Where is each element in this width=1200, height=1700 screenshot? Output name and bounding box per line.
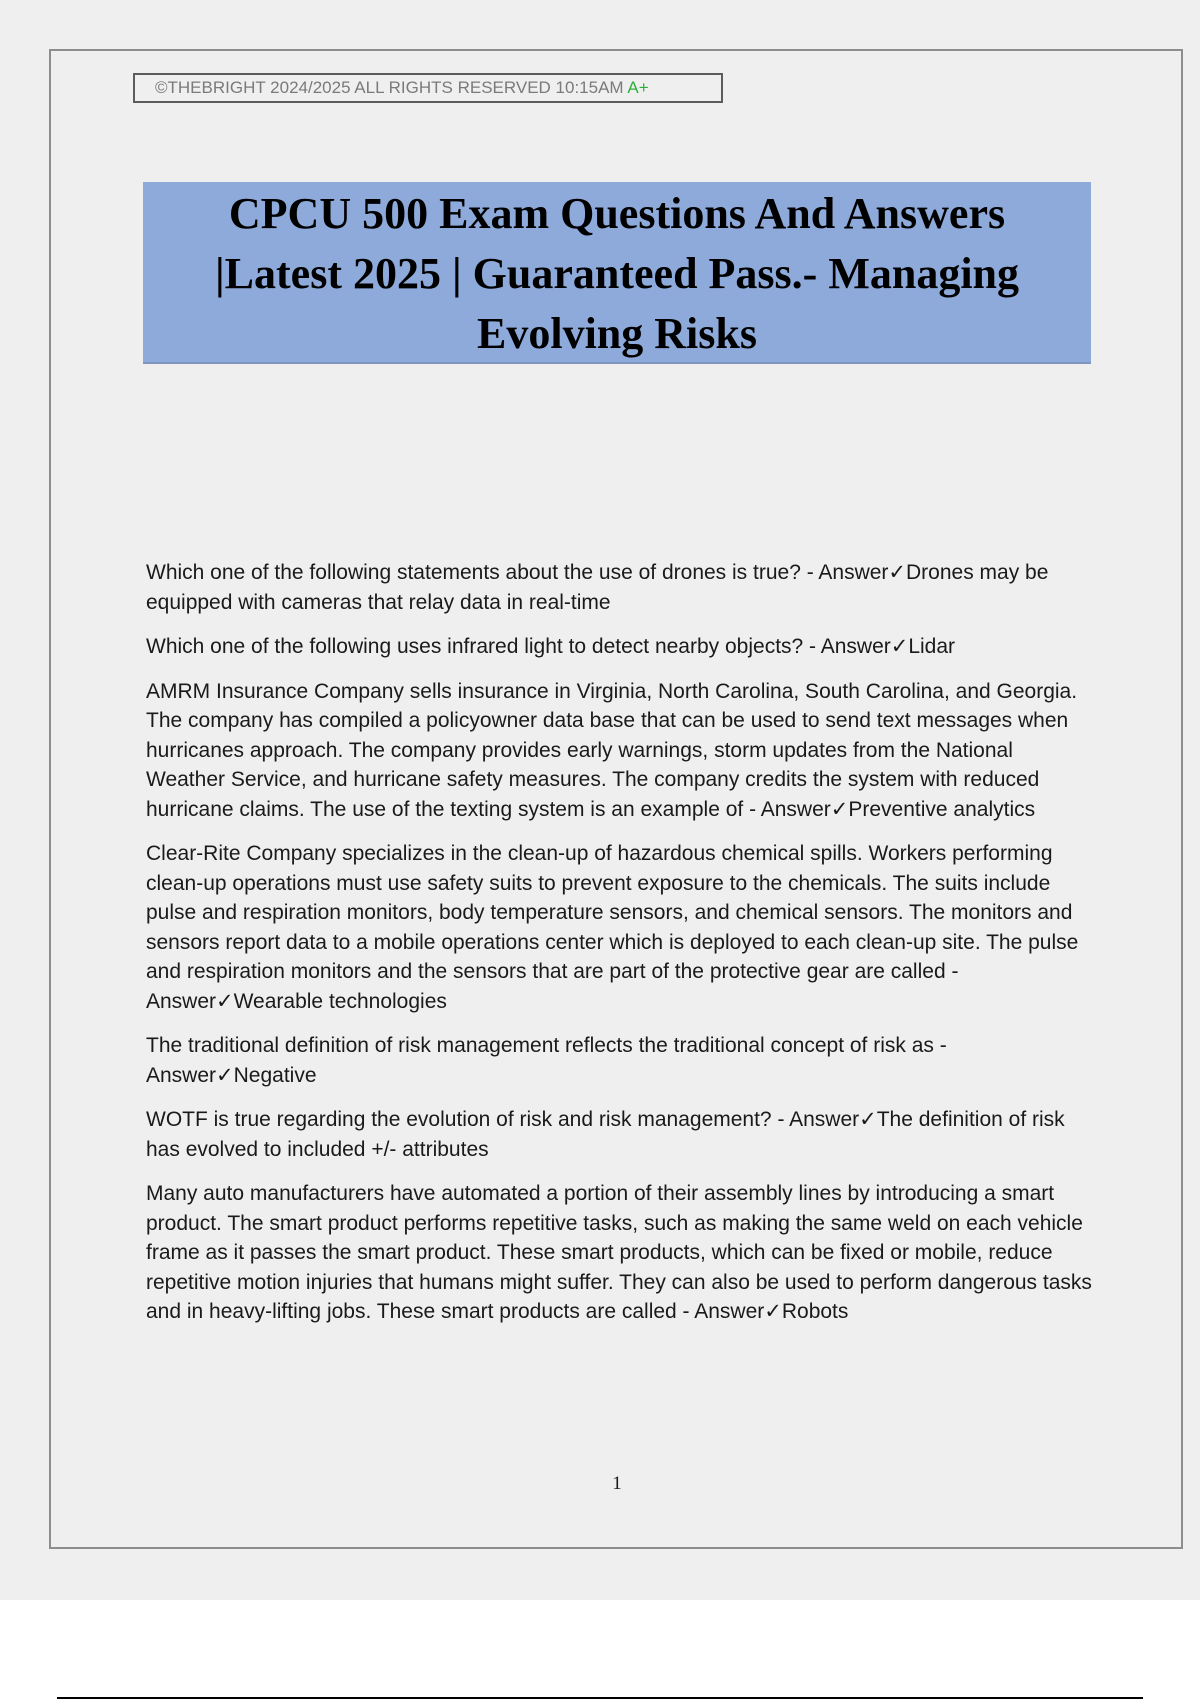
bottom-divider [57, 1697, 1143, 1699]
document-title [143, 182, 1091, 364]
title-line: CPCU 500 Exam Questions And Answers [228, 189, 1006, 238]
qa-item: Clear-Rite Company specializes in the clean-up of hazardous chemical spills. Workers performing clean-up operations must use safety suits to prevent exposure to the chemicals. The suits include pulse and respiration monitors, body temperature sensors, and chemical sensors. The monitors and sensors report data to a mobile operations center which is deployed to each clean-up site. The pulse and respiration monitors and the sensors that are part of the protective gear are called - Answer✓Wearable technologies [146, 842, 1079, 1013]
title-line: Evolving Risks [477, 309, 757, 358]
grade-badge: A+ [627, 78, 649, 97]
qa-item: Many auto manufacturers have automated a portion of their assembly lines by introducing a smart product. The smart product performs repetitive tasks, such as making the same weld on each vehicle frame as it passes the smart product. These smart products, which can be fixed or mobile, reduce repetitive motion injuries that humans might suffer. They can also be used to perform dangerous tasks and in heavy-lifting jobs. These smart products are called - Answer✓Robots [146, 1182, 1092, 1323]
copyright-text: ©THEBRIGHT 2024/2025 ALL RIGHTS RESERVED 10:15AM [155, 78, 624, 97]
qa-item: AMRM Insurance Company sells insurance in Virginia, North Carolina, South Carolina, and Georgia. The company has compiled a policyowner data base that can be used to send text messages when hurricanes approach. The company provides early warnings, storm updates from the National Weather Service, and hurricane safety measures. The company credits the system with reduced hurricane claims. The use of the texting system is an example of - Answer✓Preventive analytics [146, 679, 1078, 821]
qa-item: Which one of the following uses infrared light to detect nearby objects? - Answer✓Lidar [146, 635, 956, 658]
question-answer-list [146, 558, 1096, 1342]
copyright-header [133, 73, 723, 103]
qa-item: Which one of the following statements about the use of drones is true? - Answer✓Drones may be equipped with cameras that relay data in real-time [146, 561, 1049, 614]
title-line: |Latest 2025 | Guaranteed Pass.- Managing [214, 249, 1020, 298]
qa-item: WOTF is true regarding the evolution of risk and risk management? - Answer✓The definition of risk has evolved to included +/- attributes [146, 1108, 1065, 1161]
page-number: 1 [612, 1473, 622, 1494]
qa-item: The traditional definition of risk management reflects the traditional concept of risk as - Answer✓Negative [146, 1034, 947, 1087]
